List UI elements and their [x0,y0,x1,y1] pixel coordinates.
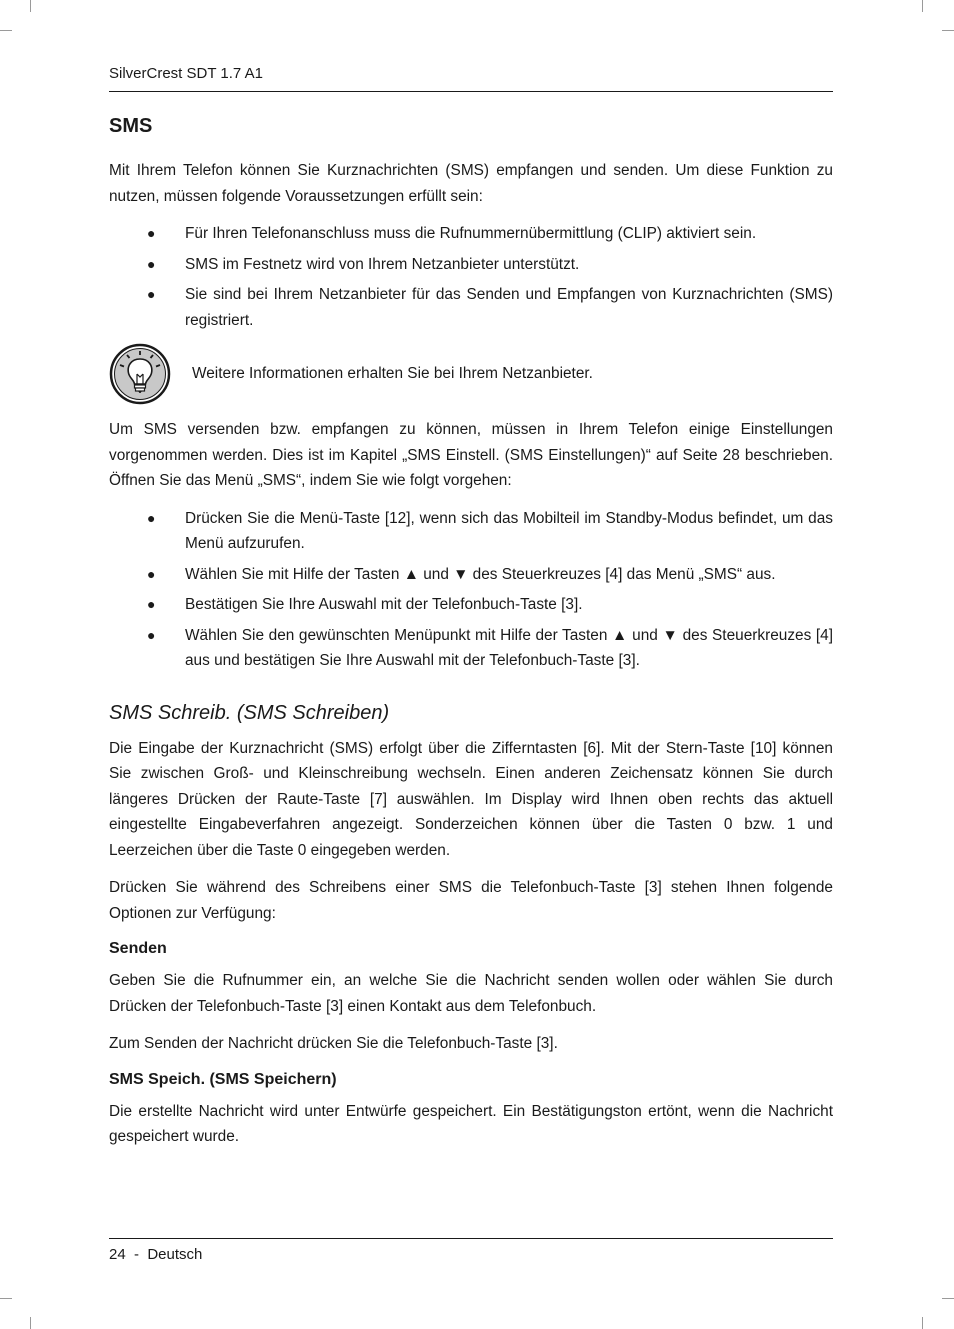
bullet-icon: ● [147,286,156,302]
subsection-title: SMS Schreib. (SMS Schreiben) [109,701,390,724]
crop-mark [0,30,12,31]
page-footer [109,1238,833,1265]
bullet-icon: ● [147,225,156,241]
write-paragraph: Die Eingabe der Kurznachricht (SMS) erfolgt über die Zifferntasten [6]. Mit der Stern-Taste [10] können Sie zwischen Groß- und Kleinschreibung wechseln. Einen anderen Zeichensatz können Sie durch längeres Drücken der Raute-Taste [7] auswählen. Im Display wird Ihnen oben rechts das aktuell eingestellte Eingabeverfahren angezeigt. Sonderzeichen können über die Tasten 0 bzw. 1 und Leerzeichen über die Taste 0 eingegeben werden. [109,739,833,859]
list-item: ● Für Ihren Telefonanschluss muss die Rufnummernübermittlung (CLIP) aktiviert sein. [109,221,833,247]
requirements-list [109,221,833,333]
crop-mark [0,1298,12,1299]
crop-mark [942,1298,954,1299]
list-item: ● Drücken Sie die Menü-Taste [12], wenn sich das Mobilteil im Standby-Modus befindet, um das Menü aufzurufen. [109,506,833,557]
bullet-icon: ● [147,626,156,643]
bullet-icon: ● [147,565,156,582]
settings-paragraph: Um SMS versenden bzw. empfangen zu können, müssen in Ihrem Telefon einige Einstellungen vorgenommen werden. Dies ist im Kapitel „SMS Einstell. (SMS Einstellungen)“ auf Seite 28 beschrieben. Öffnen Sie das Menü „SMS“, indem Sie wie folgt vorgehen: [109,421,833,489]
crop-mark [922,0,923,12]
bullet-icon: ● [147,509,156,526]
list-item: ● Bestätigen Sie Ihre Auswahl mit der Telefonbuch-Taste [3]. [109,592,833,618]
info-note [109,343,833,405]
list-item: ● Wählen Sie den gewünschten Menüpunkt mit Hilfe der Tasten ▲ und ▼ des Steuerkreuzes [4] aus und bestätigen Sie Ihre Auswahl mit der Telefonbuch-Taste [3]. [109,623,833,674]
send-heading: Senden [109,940,167,957]
list-item: ● Sie sind bei Ihrem Netzanbieter für das Senden und Empfangen von Kurznachrichten (SMS) registriert. [109,282,833,333]
send-paragraph: Geben Sie die Rufnummer ein, an welche Sie die Nachricht senden wollen oder wählen Sie durch Drücken der Telefonbuch-Taste [3] einen Kontakt aus dem Telefonbuch. [109,972,833,1015]
list-item: ● SMS im Festnetz wird von Ihrem Netzanbieter unterstützt. [109,252,833,278]
header-title: SilverCrest SDT 1.7 A1 [109,65,263,82]
list-item: ● Wählen Sie mit Hilfe der Tasten ▲ und ▼ des Steuerkreuzes [4] das Menü „SMS“ aus. [109,562,833,588]
page-number: 24 - Deutsch [109,1246,203,1263]
crop-mark [30,0,31,12]
send-paragraph: Zum Senden der Nachricht drücken Sie die Telefonbuch-Taste [3]. [109,1035,558,1052]
crop-mark [30,1317,31,1329]
section-title: SMS [109,115,153,137]
page-content [109,113,833,1162]
save-paragraph: Die erstellte Nachricht wird unter Entwürfe gespeichert. Ein Bestätigungston ertönt, wenn die Nachricht gespeichert wurde. [109,1102,833,1145]
bullet-icon: ● [147,255,156,272]
steps-list [109,506,833,674]
lightbulb-icon [109,343,171,405]
note-text: Weitere Informationen erhalten Sie bei Ihrem Netzanbieter. [192,365,593,383]
bullet-icon: ● [147,596,156,612]
write-paragraph: Drücken Sie während des Schreibens einer SMS die Telefonbuch-Taste [3] stehen Ihnen folgende Optionen zur Verfügung: [109,879,833,922]
save-heading: SMS Speich. (SMS Speichern) [109,1070,337,1088]
crop-mark [942,30,954,31]
page-header [109,64,833,92]
crop-mark [922,1317,923,1329]
intro-paragraph: Mit Ihrem Telefon können Sie Kurznachrichten (SMS) empfangen und senden. Um diese Funktion zu nutzen, müssen folgende Voraussetzungen erfüllt sein: [109,162,833,205]
